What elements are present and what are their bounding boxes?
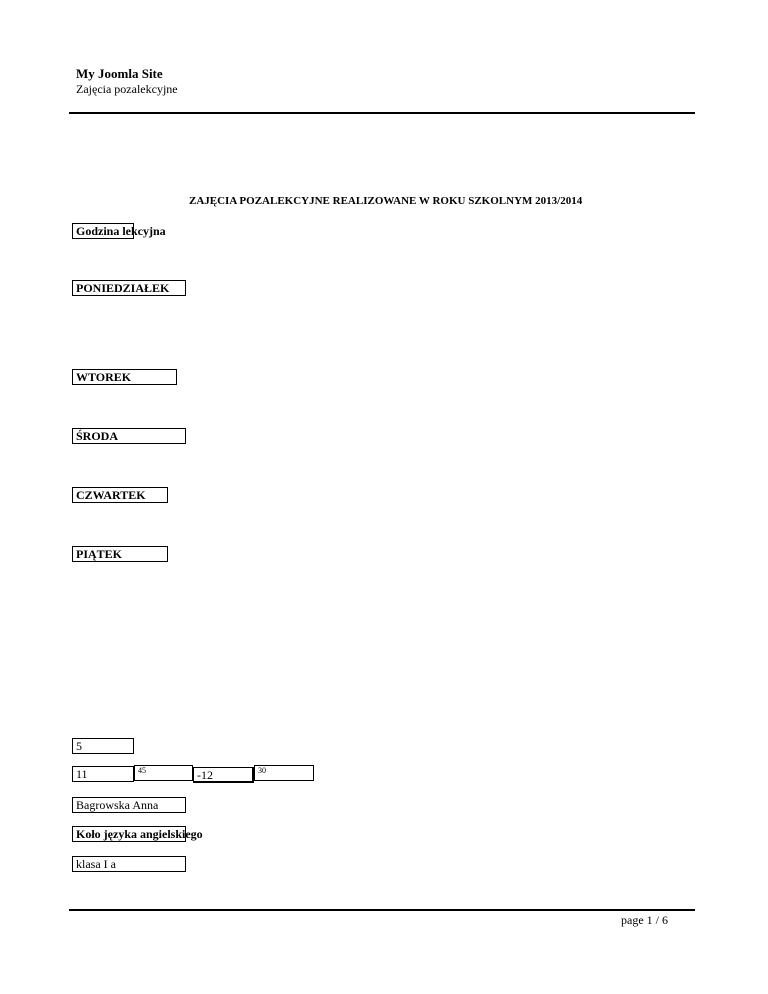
- teacher-name: Bagrowska Anna: [72, 797, 186, 813]
- day-tuesday: WTOREK: [72, 369, 177, 385]
- site-title: My Joomla Site: [76, 66, 163, 81]
- day-thursday: CZWARTEK: [72, 487, 168, 503]
- time-end-minutes: 30: [254, 765, 314, 781]
- page-number: page 1 / 6: [621, 913, 668, 927]
- page-subtitle: Zajęcia pozalekcyjne: [76, 82, 178, 96]
- footer-divider: [69, 909, 695, 911]
- day-monday: PONIEDZIAŁEK: [72, 280, 186, 296]
- activity-name: Koło języka angielskiego: [72, 826, 186, 842]
- time-start-hour: 11: [72, 766, 134, 782]
- time-end-hour: -12: [193, 767, 254, 783]
- day-friday: PIĄTEK: [72, 546, 168, 562]
- day-wednesday: ŚRODA: [72, 428, 186, 444]
- column-header-lesson-hour: Godzina lekcyjna: [72, 223, 134, 239]
- header-divider: [69, 112, 695, 114]
- document-title: ZAJĘCIA POZALEKCYJNE REALIZOWANE W ROKU SZKOLNYM 2013/2014: [189, 195, 583, 207]
- class-group: klasa I a: [72, 856, 186, 872]
- lesson-number: 5: [72, 738, 134, 754]
- time-start-minutes: 45: [134, 765, 193, 781]
